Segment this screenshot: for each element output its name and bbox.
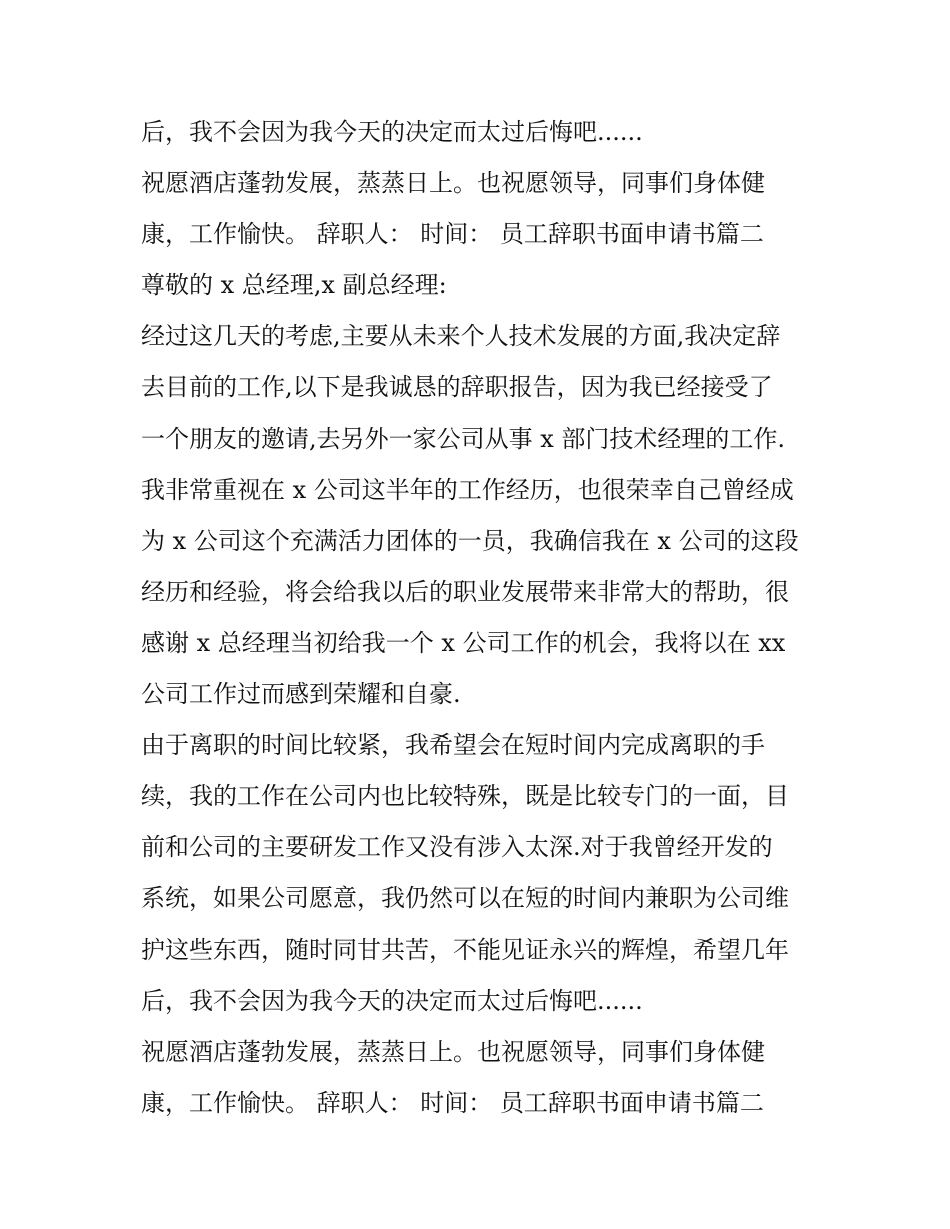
text-line: 系统，如果公司愿意，我仍然可以在短的时间内兼职为公司维 — [141, 884, 789, 913]
text-line: 我非常重视在 x 公司这半年的工作经历，也很荣幸自己曾经成 — [141, 475, 794, 504]
text-line: 护这些东西，随时同甘共苦，不能见证永兴的辉煌，希望几年 — [141, 935, 789, 964]
text-line: 前和公司的主要研发工作又没有涉入太深.对于我曾经开发的 — [141, 833, 773, 862]
text-line: 公司工作过而感到荣耀和自豪. — [141, 680, 461, 709]
text-line: 为 x 公司这个充满活力团体的一员，我确信我在 x 公司的这段 — [141, 526, 799, 555]
text-line: 去目前的工作,以下是我诚恳的辞职报告，因为我已经接受了 — [141, 373, 773, 402]
text-line: 一个朋友的邀请,去另外一家公司从事 x 部门技术经理的工作. — [141, 424, 786, 453]
text-line: 祝愿酒店蓬勃发展，蒸蒸日上。也祝愿领导，同事们身体健 — [141, 169, 765, 198]
document-body — [141, 107, 831, 1129]
text-line: 经历和经验，将会给我以后的职业发展带来非常大的帮助，很 — [141, 577, 789, 606]
text-line: 康，工作愉快。 辞职人： 时间： 员工辞职书面申请书篇二 — [141, 220, 764, 249]
text-line: 由于离职的时间比较紧，我希望会在短时间内完成离职的手 — [141, 731, 765, 760]
text-line: 祝愿酒店蓬勃发展，蒸蒸日上。也祝愿领导，同事们身体健 — [141, 1037, 765, 1066]
text-line: 经过这几天的考虑,主要从未来个人技术发展的方面,我决定辞 — [141, 322, 781, 351]
text-line: 感谢 x 总经理当初给我一个 x 公司工作的机会，我将以在 xx — [141, 628, 786, 657]
salutation-line: 尊敬的 x 总经理,x 副总经理: — [141, 271, 447, 300]
text-line: 后，我不会因为我今天的决定而太过后悔吧...... — [141, 986, 643, 1015]
text-line: 康，工作愉快。 辞职人： 时间： 员工辞职书面申请书篇二 — [141, 1088, 764, 1117]
text-line: 续，我的工作在公司内也比较特殊，既是比较专门的一面，目 — [141, 782, 789, 811]
text-line: 后，我不会因为我今天的决定而太过后悔吧...... — [141, 118, 643, 146]
